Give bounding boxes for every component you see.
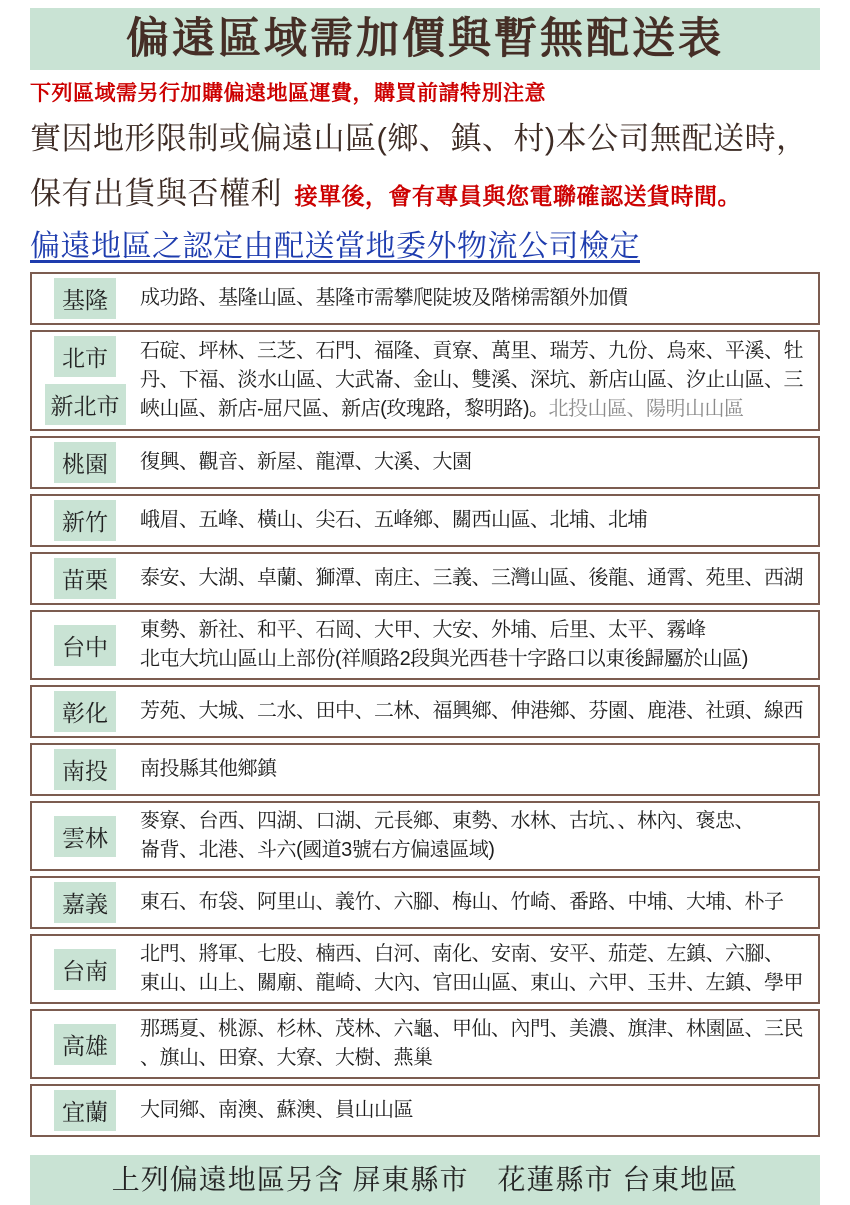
region-area-list <box>130 888 810 917</box>
area-list-line: 、旗山、田寮、大寮、大樹、燕巢 <box>140 1047 433 1069</box>
area-list-line: 麥寮、台西、四湖、口湖、元長鄉、東勢、水林、古坑、、林內、褒忠、 <box>140 810 754 832</box>
area-list-line: 崙背、北港、斗六(國道3號右方偏遠區域) <box>140 839 495 861</box>
region-area-list <box>130 284 810 313</box>
delivery-policy-line-1: 實因地形限制或偏遠山區(鄉、鎮、村)本公司無配送時， <box>30 121 808 156</box>
region-area-list <box>130 448 810 477</box>
area-list-line: 東石、布袋、阿里山、義竹、六腳、梅山、竹崎、番路、中埔、大埔、朴子 <box>140 891 784 913</box>
region-area-list <box>130 1015 810 1073</box>
area-list-line: 泰安、大湖、卓蘭、獅潭、南庄、三義、三灣山區、後龍、通霄、苑里、西湖 <box>140 567 803 589</box>
table-row <box>30 610 820 680</box>
region-label-group <box>40 625 130 666</box>
logistics-verification-note: 偏遠地區之認定由配送當地委外物流公司檢定 <box>30 230 640 263</box>
region-label-group <box>40 1090 130 1131</box>
region-label: 台中 <box>54 625 116 666</box>
area-list-line: 大同鄉、南澳、蘇澳、員山山區 <box>140 1099 413 1121</box>
area-list-line: 北門、將軍、七股、楠西、白河、南化、安南、安平、茄萣、左鎮、六腳、 <box>140 943 784 965</box>
area-list-line: 那瑪夏、桃源、杉林、茂林、六龜、甲仙、內門、美濃、旗津、林園區、三民 <box>140 1018 803 1040</box>
area-list-line: 峨眉、五峰、橫山、尖石、五峰鄉、關西山區、北埔、北埔 <box>140 509 647 531</box>
region-label: 新竹 <box>54 500 116 541</box>
delivery-policy-line-2-main: 保有出貨與否權利 <box>30 176 282 211</box>
region-label: 嘉義 <box>54 882 116 923</box>
region-area-list <box>130 564 810 593</box>
table-row <box>30 330 820 431</box>
table-row <box>30 272 820 325</box>
region-label-group <box>40 882 130 923</box>
region-table <box>30 272 820 1142</box>
region-label: 基隆 <box>54 278 116 319</box>
region-label-group <box>40 1024 130 1065</box>
region-label: 苗栗 <box>54 558 116 599</box>
area-list-line: 復興、觀音、新屋、龍潭、大溪、大園 <box>140 451 472 473</box>
region-area-list <box>130 337 810 424</box>
delivery-policy-line-2-note: 接單後，會有專員與您電聯確認送貨時間。 <box>294 183 741 209</box>
area-list-line: 成功路、基隆山區、基隆市需攀爬陡坡及階梯需額外加價 <box>140 287 628 309</box>
region-area-list <box>130 940 810 998</box>
region-area-list <box>130 697 810 726</box>
table-row <box>30 685 820 738</box>
region-label: 北市 <box>54 336 116 377</box>
surcharge-warning-text: 下列區域需另行加購偏遠地區運費，購買前請特別注意 <box>30 82 546 105</box>
table-row <box>30 876 820 929</box>
table-row <box>30 494 820 547</box>
region-label-group <box>40 558 130 599</box>
table-row <box>30 1084 820 1137</box>
region-label: 高雄 <box>54 1024 116 1065</box>
area-list-line: 南投縣其他鄉鎮 <box>140 758 277 780</box>
area-list-line: 北屯大坑山區山上部份(祥順路2段與光西巷十字路口以東後歸屬於山區) <box>140 648 748 670</box>
region-label: 南投 <box>54 749 116 790</box>
region-area-list <box>130 616 810 674</box>
region-area-list <box>130 506 810 535</box>
table-row <box>30 436 820 489</box>
table-row <box>30 801 820 871</box>
area-list-line: 石碇、坪林、三芝、石門、福隆、貢寮、萬里、瑞芳、九份、烏來、平溪、牡丹、下福、淡水山區、大武崙、金山、雙溪、深坑、新店山區、汐止山區、三峽山區、新店-屈尺區、新店(玫瑰路，黎明路)。北投山區、陽明山山區 <box>140 340 803 420</box>
region-label-group <box>40 691 130 732</box>
area-list-line: 東勢、新社、和平、石岡、大甲、大安、外埔、后里、太平、霧峰 <box>140 619 706 641</box>
region-label: 桃園 <box>54 442 116 483</box>
table-row <box>30 1009 820 1079</box>
region-area-list <box>130 755 810 784</box>
table-row <box>30 934 820 1004</box>
region-label-group <box>40 442 130 483</box>
area-list-line: 東山、山上、關廟、龍崎、大內、官田山區、東山、六甲、玉井、左鎮、學甲 <box>140 972 803 994</box>
region-area-list <box>130 1096 810 1125</box>
table-row <box>30 743 820 796</box>
table-row <box>30 552 820 605</box>
region-label: 雲林 <box>54 816 116 857</box>
region-label-group <box>40 278 130 319</box>
area-list-line: 芳苑、大城、二水、田中、二林、福興鄉、伸港鄉、芬園、鹿港、社頭、線西 <box>140 700 803 722</box>
region-label: 台南 <box>54 949 116 990</box>
region-label-group <box>40 749 130 790</box>
region-area-list <box>130 807 810 865</box>
region-label-group <box>40 336 130 425</box>
region-label-group <box>40 816 130 857</box>
region-label-group <box>40 949 130 990</box>
region-label: 宜蘭 <box>54 1090 116 1131</box>
footer-note: 上列偏遠地區另含 屏東縣市 花蓮縣市 台東地區 <box>30 1155 820 1205</box>
page-title: 偏遠區域需加價與暫無配送表 <box>30 8 820 70</box>
region-label: 彰化 <box>54 691 116 732</box>
area-list-gray-suffix: 北投山區、陽明山山區 <box>548 398 744 420</box>
region-label: 新北市 <box>45 384 126 425</box>
region-label-group <box>40 500 130 541</box>
delivery-policy-line-2 <box>30 168 820 213</box>
